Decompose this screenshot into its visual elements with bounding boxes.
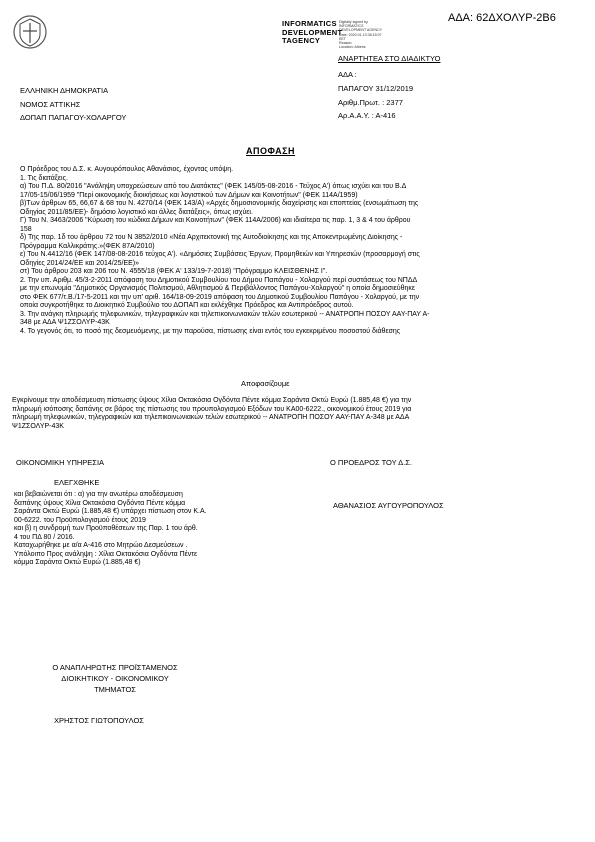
checked-line: 00-6222. του Προϋπολογισμού έτους 2019 bbox=[14, 516, 146, 524]
checked-line: Καταχωρήθηκε με α/α Α-416 στο Μητρώο Δεσμεύσεων . bbox=[14, 542, 188, 549]
finance-service-label: ΟΙΚΟΝΟΜΙΚΗ ΥΠΗΡΕΣΙΑ bbox=[16, 458, 105, 467]
logo-line-3: TAGENCY bbox=[282, 36, 321, 45]
sig-line-5: EET bbox=[339, 36, 346, 41]
sig-line-6: Reason: bbox=[339, 41, 353, 46]
body-line: 158 bbox=[20, 225, 32, 233]
issuer-line-3: ΔΟΠΑΠ ΠΑΠΑΓΟΥ-ΧΟΛΑΡΓΟΥ bbox=[20, 113, 127, 122]
body-line: 17/05-15/06/1959 "Περί οικονομικής διοικήσεως και λογιστικού των Δήμων και Κοινοτήτων" (ΦΕΚ 114Α/1959) bbox=[20, 191, 358, 199]
body-line: 4. Το γεγονός ότι, το ποσό της δεσμευόμενης, με την παρούσα, πίστωσης είναι εντός του εγκεκριμένου ποσοστού διάθεσης bbox=[20, 327, 401, 335]
sig-line-3: DEVELOPMENT AGENCY bbox=[339, 28, 383, 33]
body-line: β)Των άρθρων 65, 66,67 & 68 του Ν. 4270/14 (ΦΕΚ 143/Α) «Αρχές δημοσιονομικής διαχείρισης και εποπτείας (ενσωμάτωση της bbox=[20, 200, 419, 207]
approval-line: πληρωμή τηλεφωνικών, τηλεγραφικών και τηλεπικοινωνιακών τελών εσωτερικού -- ΑΝΑΤΡΟΠΗ ΠΟΣΟΥ ΑΑΥ-ΠΑΥ Α-348 με ΑΔΑ bbox=[12, 414, 410, 421]
doc-date: ΠΑΠΑΓΟΥ 31/12/2019 bbox=[338, 84, 414, 93]
body-line: α) Του Π.Δ. 80/2016 "Ανάληψη υποχρεώσεων από του Διατάκτες" (ΦΕΚ 145/05-08-2016 - Τεύχος Α') όπως ισχύει και του Β.Δ bbox=[20, 183, 407, 190]
dept-line-3: ΤΜΗΜΑΤΟΣ bbox=[94, 685, 136, 694]
issuer-block bbox=[20, 84, 126, 125]
checked-block bbox=[14, 491, 284, 568]
body-line: Πρόγραμμα Καλλικράτης.»(ΦΕΚ 87Α/2010) bbox=[20, 242, 155, 250]
body-line: 3. Την ανάγκη πληρωμής τηλεφωνικών, τηλεγραφικών και τηλεπικοινωνιακών τελών εσωτερικού -- ΑΝΑΤΡΟΠΗ ΠΟΣΟΥ ΑΑΥ-ΠΑΥ Α- bbox=[20, 310, 430, 318]
decide-heading: Αποφασίζουμε bbox=[241, 379, 290, 388]
body-line: Οδηγίας 2011/85/ΕΕ)- δημόσιο λογιστικό και άλλες διατάξεις», όπως ισχύει. bbox=[20, 208, 253, 216]
approval-line: Εγκρίνουμε την αποδέσμευση πίστωσης ύψους Χίλια Οκτακόσια Ογδόντα Πέντε κόμμα Σαράντα Οκτώ Ευρώ (1.885,48 €) για την bbox=[12, 397, 412, 404]
logo-block bbox=[282, 20, 392, 48]
body-line: 1. Τις διατάξεις. bbox=[20, 174, 68, 182]
body-line: στο ΦΕΚ 677/τ.Β./17-5-2011 και την υπ' αριθ. 164/18-09-2019 απόφαση του Δημοτικού Συμβουλίου Παπάγου - Χολαργού, με την bbox=[20, 293, 420, 301]
body-line: στ) Του άρθρου 203 και 206 του Ν. 4555/18 (ΦΕΚ Α' 133/19-7-2018) "Πρόγραμμο ΚΛΕΙΣΘΕΝΗΣ Ι". bbox=[20, 268, 328, 275]
checked-line: Σαράντα Οκτώ Ευρώ (1.885,48 €) υπάρχει πίστωση στον Κ.Α. bbox=[14, 508, 207, 515]
checked-line: και βεβαιώνεται ότι : α) για την ανωτέρω αποδέσμευση bbox=[14, 491, 183, 498]
president-label: Ο ΠΡΟΕΔΡΟΣ ΤΟΥ Δ.Σ. bbox=[330, 458, 412, 467]
body-line: Ο Πρόεδρος του Δ.Σ. κ. Αυγουρόπουλος Αθανάσιος, έχοντας υπόψη. bbox=[20, 166, 234, 173]
checked-line: δαπάνης ύψους Χίλια Οκτακόσια Ογδόντα Πέντε κόμμα bbox=[14, 499, 186, 507]
body-line: με την επωνυμία "Δημοτικός Οργανισμός Πολιτισμού, Αθλητισμού & Περιβάλλοντος Παπάγου-Χολαργού" η οποία δημοσιεύθηκε bbox=[20, 285, 416, 292]
body-line: ε) Του Ν.4412/16 (ΦΕΚ 147/08-08-2016 τεύχος Α'). «Δημόσιες Συμβάσεις Έργων, Προμηθειών και Υπηρεσιών (προσαρμογή στις bbox=[20, 251, 420, 258]
issuer-line-1: ΕΛΛΗΝΙΚΗ ΔΗΜΟΚΡΑΤΙΑ bbox=[20, 86, 109, 95]
ada-label: ΑΔΑ : bbox=[338, 70, 357, 79]
approval-text bbox=[12, 397, 582, 431]
body-line: Οδηγίες 2014/24/ΕΕ και 2014/25/ΕΕ)» bbox=[20, 259, 140, 267]
checked-line: Υπόλοιπο Προς ανάληψη : Χίλια Οκτακόσια Ογδόντα Πέντε bbox=[14, 550, 198, 558]
body-line: οποία συγκροτήθηκε το Διοικητικό Συμβούλιο του ΔΟΠΑΠ και εκλέχθηκε Πρόεδρος και Αντιπρόεδρος αυτού. bbox=[20, 302, 354, 309]
body-text bbox=[20, 166, 580, 336]
issuer-line-2: ΝΟΜΟΣ ΑΤΤΙΚΗΣ bbox=[20, 99, 81, 109]
president-name: ΑΘΑΝΑΣΙΟΣ ΑΥΓΟΥΡΟΠΟΥΛΟΣ bbox=[333, 501, 444, 510]
approval-line: πληρωμή ισόποσης δαπάνης σε βάρος της πίστωσης του προυπολογισμού Εξόδων του ΚΑ00-6222., οικονομικού έτους 2019 για bbox=[12, 405, 412, 413]
department-title bbox=[20, 662, 210, 695]
aay-number: Αρ.Α.Α.Υ. : Α-416 bbox=[338, 111, 396, 120]
logo-line-1: INFORMATICS bbox=[282, 19, 337, 28]
posted-label: ΑΝΑΡΤΗΤΕΑ ΣΤΟ ΔΙΑΔΙΚΤΥΟ bbox=[338, 54, 441, 63]
checked-line: 4 του ΠΔ 80 / 2016. bbox=[14, 533, 75, 541]
body-line: 2. Την υπ. Αριθμ. 45/3-2-2011 απόφαση του Δημοτικού Συμβουλίου του Δήμου Παπάγου - Χολαργού περί συστάσεως του ΝΠΔΔ bbox=[20, 276, 418, 284]
body-line: Γ) Του Ν. 3463/2006 "Κύρωση του κώδικα Δήμων και Κοινοτήτων" (ΦΕΚ 114Α/2006) και ιδιαίτερα τις παρ. 1, 3 & 4 του άρθρου bbox=[20, 217, 411, 224]
emblem-icon bbox=[12, 14, 48, 50]
sig-line-4: Date: 2020.01.13 08:15:07 bbox=[339, 32, 382, 37]
dept-line-1: Ο ΑΝΑΠΛΗΡΩΤΗΣ ΠΡΟΪΣΤΑΜΕΝΟΣ bbox=[52, 663, 178, 672]
logo-line-2: DEVELOPMENT bbox=[282, 27, 343, 37]
dept-line-2: ΔΙΟΙΚΗΤΙΚΟΥ - ΟΙΚΟΝΟΜΙΚΟΥ bbox=[61, 674, 169, 683]
sig-line-7: Location: Athens bbox=[339, 45, 366, 50]
sig-line-1: Digitally signed by bbox=[339, 20, 368, 24]
sig-line-2: INFORMATICS bbox=[339, 24, 364, 29]
checked-heading: ΕΛΕΓΧΘΗΚΕ bbox=[54, 478, 100, 487]
approval-line: Ψ1ΖΣΟΛΥΡ-43Κ bbox=[12, 422, 64, 430]
coat-of-arms bbox=[12, 14, 48, 50]
ada-stamp: ΑΔΑ: 62ΔΧΟΛΥΡ-2Β6 bbox=[448, 12, 556, 24]
signer-name: ΧΡΗΣΤΟΣ ΓΙΩΤΟΠΟΥΛΟΣ bbox=[54, 716, 144, 725]
checked-line: και β) η συνδρομή των Προϋποθέσεων της Παρ. 1 του άρθ. bbox=[14, 525, 198, 532]
document-title: ΑΠΟΦΑΣΗ bbox=[246, 146, 296, 156]
protocol-number: Αριθμ.Πρωτ. : 2377 bbox=[338, 98, 403, 107]
body-line: δ) Της παρ. 1δ του άρθρου 72 του Ν 3852/2010 «Νέα Αρχιτεκτονική της Αυτοδιοίκησης και της Αποκεντρωμένης Διοίκησης - bbox=[20, 234, 403, 241]
checked-line: κόμμα Σαράντα Οκτώ Ευρώ (1.885,48 €) bbox=[14, 559, 141, 566]
body-line: 348 με ΑΔΑ Ψ1ΖΣΟΛΥΡ-43Κ bbox=[20, 319, 110, 326]
